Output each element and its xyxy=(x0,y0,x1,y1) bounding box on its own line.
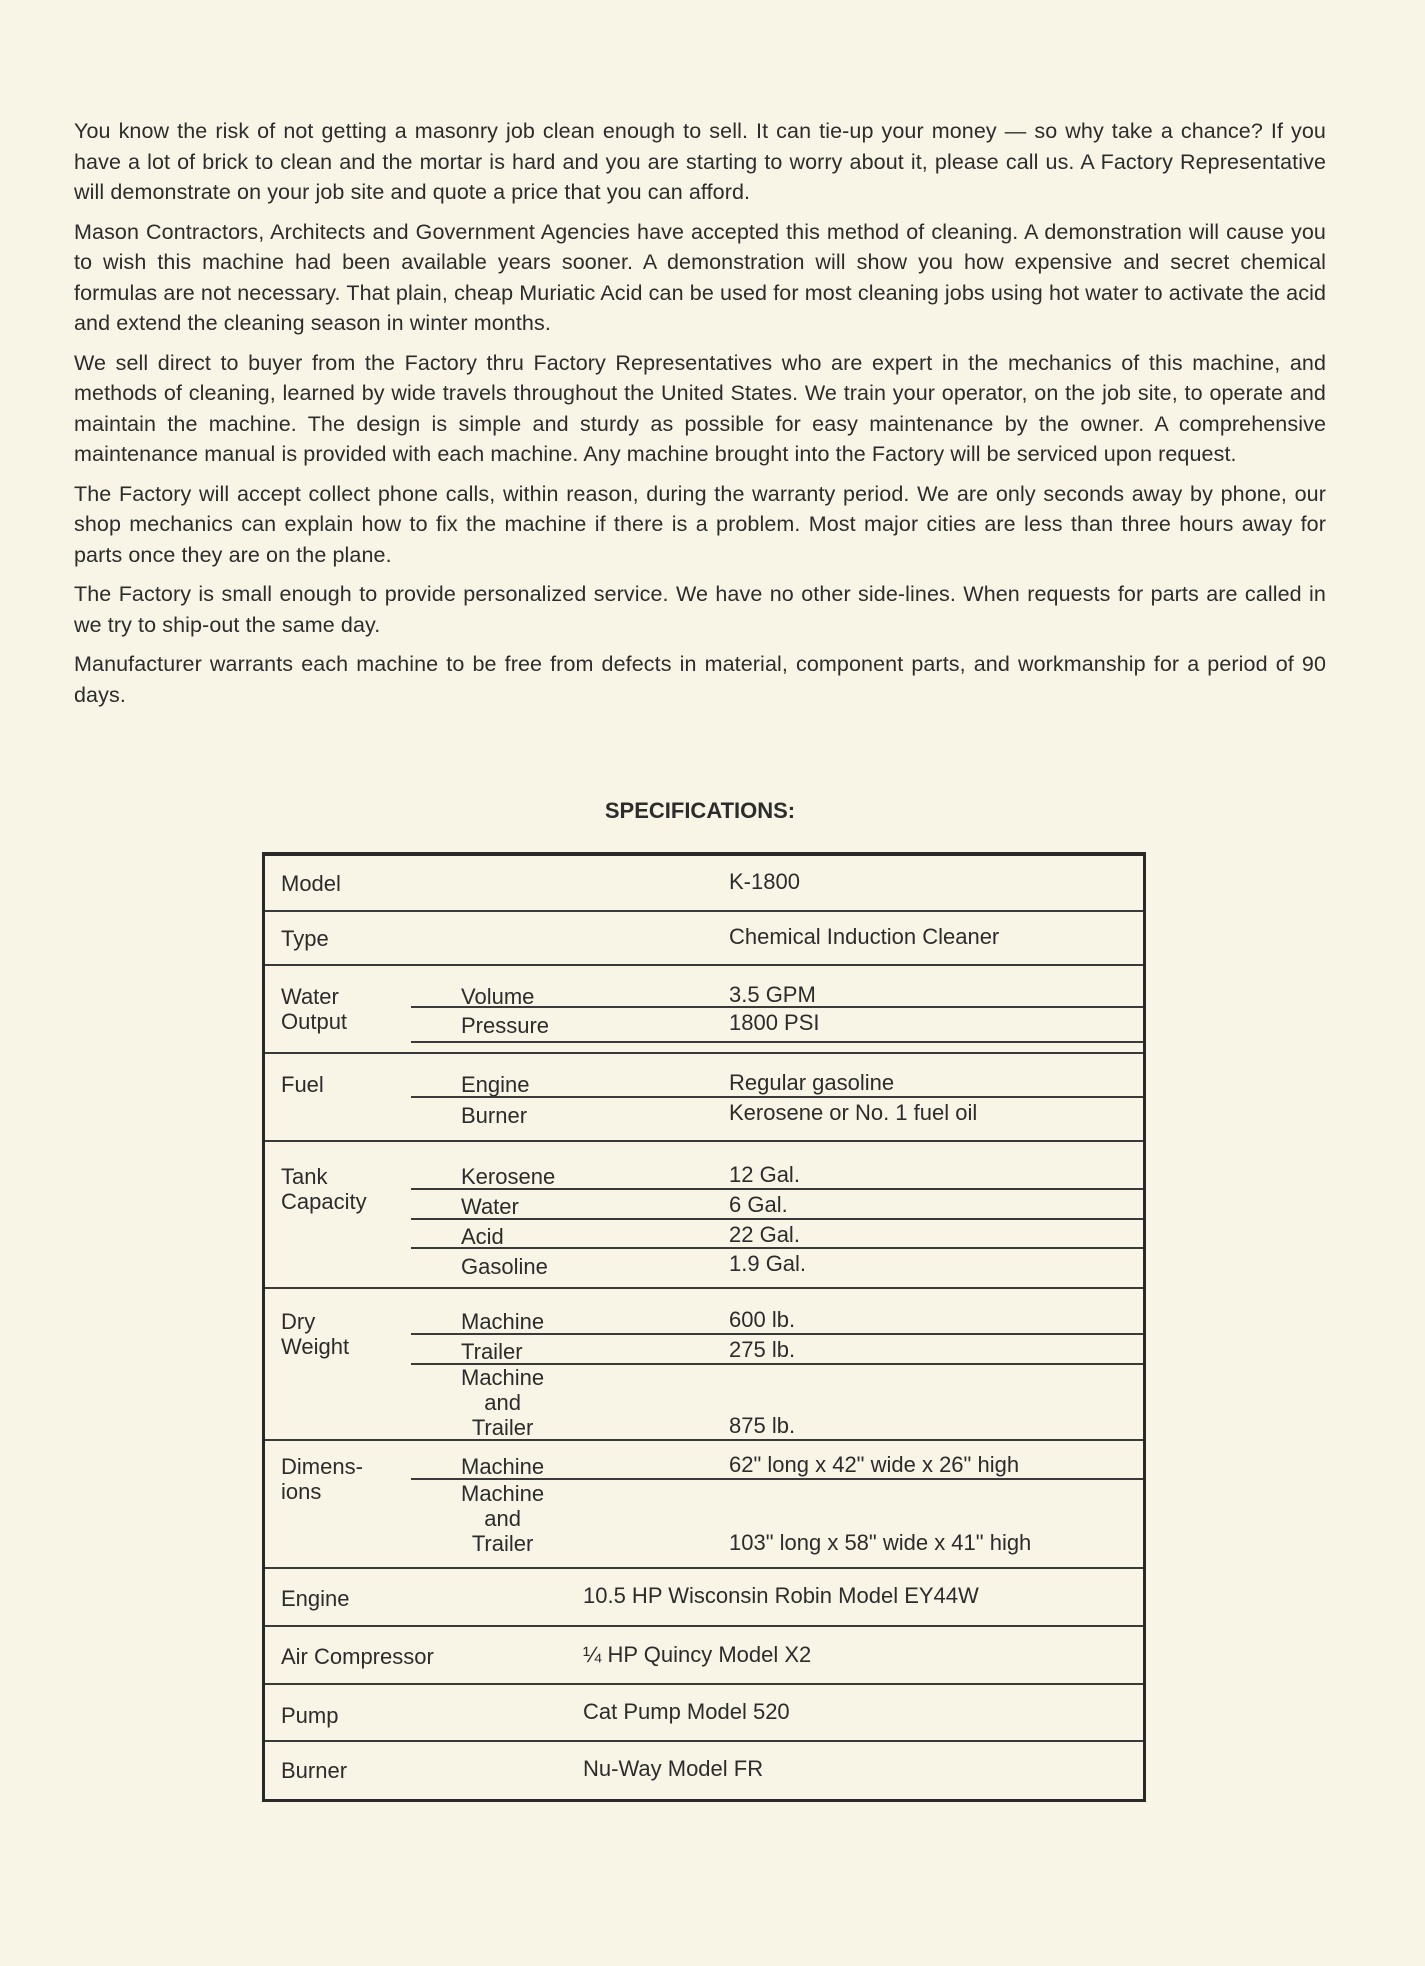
spec-label: Capacity xyxy=(281,1189,367,1214)
spec-value: 1.9 Gal. xyxy=(729,1251,807,1276)
paragraph: We sell direct to buyer from the Factory thru Factory Representatives who are expert in the mechanics of this machine, and methods of cleaning, learned by wide travels throughout the United States. We train your operator, on the job site, to operate and maintain the machine. The design is simple and sturdy as possible for easy maintenance by the owner. A comprehensive maintenance manual is provided with each machine. Any machine brought into the Factory will be serviced upon request. xyxy=(74,350,1326,466)
spec-value: 62" long x 42" wide x 26" high xyxy=(729,1452,1020,1477)
spec-label: Tank xyxy=(281,1164,328,1189)
spec-value: 6 Gal. xyxy=(729,1192,788,1217)
spec-sublabel: Trailer xyxy=(461,1339,523,1364)
spec-sublabel: Burner xyxy=(461,1103,528,1128)
spec-value: Chemical Induction Cleaner xyxy=(729,924,1000,949)
spec-sublabel-line: Machine xyxy=(461,1365,545,1390)
spec-row-dry-weight xyxy=(265,1287,1143,1441)
spec-row-engine xyxy=(265,1567,1143,1627)
spec-value: 12 Gal. xyxy=(729,1162,800,1187)
divider xyxy=(411,1478,1143,1480)
spec-value: Nu-Way Model FR xyxy=(583,1756,764,1781)
spec-value: Regular gasoline xyxy=(729,1070,895,1095)
spec-label: ions xyxy=(281,1479,322,1504)
spec-row-dimensions xyxy=(265,1439,1143,1569)
spec-value: Cat Pump Model 520 xyxy=(583,1699,790,1724)
spec-sublabel: Engine xyxy=(461,1072,530,1097)
spec-label: Burner xyxy=(281,1758,348,1783)
divider xyxy=(411,1096,1143,1098)
divider xyxy=(411,1218,1143,1220)
spec-value: 10.5 HP Wisconsin Robin Model EY44W xyxy=(583,1583,979,1608)
spec-label: Fuel xyxy=(281,1072,324,1097)
spec-value: 1800 PSI xyxy=(729,1010,820,1035)
spec-label: Air Compressor xyxy=(281,1644,434,1669)
spec-row-fuel xyxy=(265,1052,1143,1142)
spec-sublabel-line: and xyxy=(484,1506,521,1531)
spec-label: Dimens- xyxy=(281,1454,363,1479)
spec-value: 600 lb. xyxy=(729,1307,796,1332)
spec-sublabel: Water xyxy=(461,1194,519,1219)
spec-value: K-1800 xyxy=(729,869,800,894)
divider xyxy=(411,1247,1143,1249)
spec-sublabel: Acid xyxy=(461,1224,504,1249)
spec-value: 875 lb. xyxy=(729,1413,796,1438)
spec-row-water-output xyxy=(265,964,1143,1054)
paragraph: Mason Contractors, Architects and Government Agencies have accepted this method of cleaning. A demonstration will cause you to wish this machine had been available years sooner. A demonstration will show you how expensive and secret chemical formulas are not necessary. That plain, cheap Muriatic Acid can be used for most cleaning jobs using hot water to activate the acid and extend the cleaning season in winter months. xyxy=(74,219,1326,335)
spec-label: Output xyxy=(281,1009,348,1034)
spec-sublabel-line: Trailer xyxy=(471,1415,534,1440)
spec-value: 275 lb. xyxy=(729,1337,796,1362)
spec-sublabel: Machine xyxy=(461,1309,545,1334)
spec-value: 3.5 GPM xyxy=(729,982,816,1007)
spec-sublabel-line: and xyxy=(484,1390,521,1415)
divider xyxy=(411,1041,1143,1043)
spec-row-type xyxy=(265,910,1143,966)
paragraph: The Factory is small enough to provide personalized service. We have no other side-lines. When requests for parts are called in we try to ship-out the same day. xyxy=(74,582,1326,637)
spec-sublabel xyxy=(461,1365,544,1440)
spec-row-burner xyxy=(265,1740,1143,1800)
spec-sublabel: Pressure xyxy=(461,1013,550,1038)
spec-label: Type xyxy=(281,926,329,951)
specifications-table xyxy=(262,852,1146,1802)
spec-label: Engine xyxy=(281,1586,350,1611)
spec-sublabel-line: Trailer xyxy=(471,1531,534,1556)
paragraph: Manufacturer warrants each machine to be free from defects in material, component parts, and workmanship for a period of 90 days. xyxy=(74,652,1326,707)
spec-value: 22 Gal. xyxy=(729,1222,800,1247)
spec-sublabel: Kerosene xyxy=(461,1164,556,1189)
spec-sublabel: Machine xyxy=(461,1454,545,1479)
spec-row-air-compressor xyxy=(265,1625,1143,1685)
paragraph: You know the risk of not getting a masonry job clean enough to sell. It can tie-up your money — so why take a chance? If you have a lot of brick to clean and the mortar is hard and you are starting to worry about it, please call us. A Factory Representative will demonstrate on your job site and quote a price that you can afford. xyxy=(74,119,1326,204)
spec-row-model xyxy=(265,856,1143,912)
spec-row-pump xyxy=(265,1683,1143,1742)
spec-value: ¼ HP Quincy Model X2 xyxy=(583,1642,812,1667)
body-text xyxy=(74,116,1326,719)
spec-value: Kerosene or No. 1 fuel oil xyxy=(729,1100,978,1125)
spec-value: 103" long x 58" wide x 41" high xyxy=(729,1530,1032,1555)
spec-sublabel xyxy=(461,1481,544,1556)
divider xyxy=(411,1333,1143,1335)
spec-sublabel: Gasoline xyxy=(461,1254,548,1279)
spec-label: Model xyxy=(281,871,341,896)
divider xyxy=(411,1188,1143,1190)
spec-row-tank-capacity xyxy=(265,1140,1143,1289)
spec-label: Dry xyxy=(281,1309,316,1334)
spec-label: Weight xyxy=(281,1334,350,1359)
spec-label: Pump xyxy=(281,1703,339,1728)
divider xyxy=(411,1006,1143,1008)
spec-label: Water xyxy=(281,984,339,1009)
paragraph: The Factory will accept collect phone calls, within reason, during the warranty period. We are only seconds away by phone, our shop mechanics can explain how to fix the machine if there is a problem. Most major cities are less than three hours away for parts once they are on the plane. xyxy=(74,481,1326,567)
specifications-heading: SPECIFICATIONS: xyxy=(604,798,796,823)
spec-sublabel-line: Machine xyxy=(461,1481,545,1506)
spec-sublabel: Volume xyxy=(461,984,535,1009)
